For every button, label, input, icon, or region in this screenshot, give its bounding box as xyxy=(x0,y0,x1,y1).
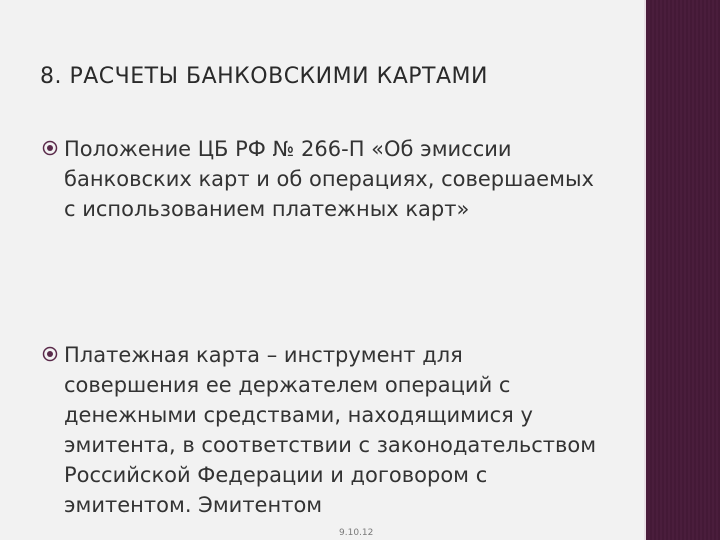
circle-bullet-icon xyxy=(42,346,58,362)
sidebar-texture xyxy=(648,0,720,540)
footer-date: 9.10.12 xyxy=(339,528,374,538)
bullet-item xyxy=(42,134,602,224)
circle-bullet-icon xyxy=(42,140,58,156)
bullet-text: Положение ЦБ РФ № 266-П «Об эмиссии банковских карт и об операциях, совершаемых с использованием платежных карт» xyxy=(64,137,594,221)
bullet-item xyxy=(42,340,602,520)
slide-title: 8. РАСЧЕТЫ БАНКОВСКИМИ КАРТАМИ xyxy=(40,64,488,89)
bullet-text: Платежная карта – инструмент для совершения ее держателем операций с денежными средствами, находящимися у эмитента, в соответствии с законодательством Российской Федерации и договором с эмитентом. Эмитентом xyxy=(64,343,597,517)
decorative-sidebar xyxy=(644,0,720,540)
